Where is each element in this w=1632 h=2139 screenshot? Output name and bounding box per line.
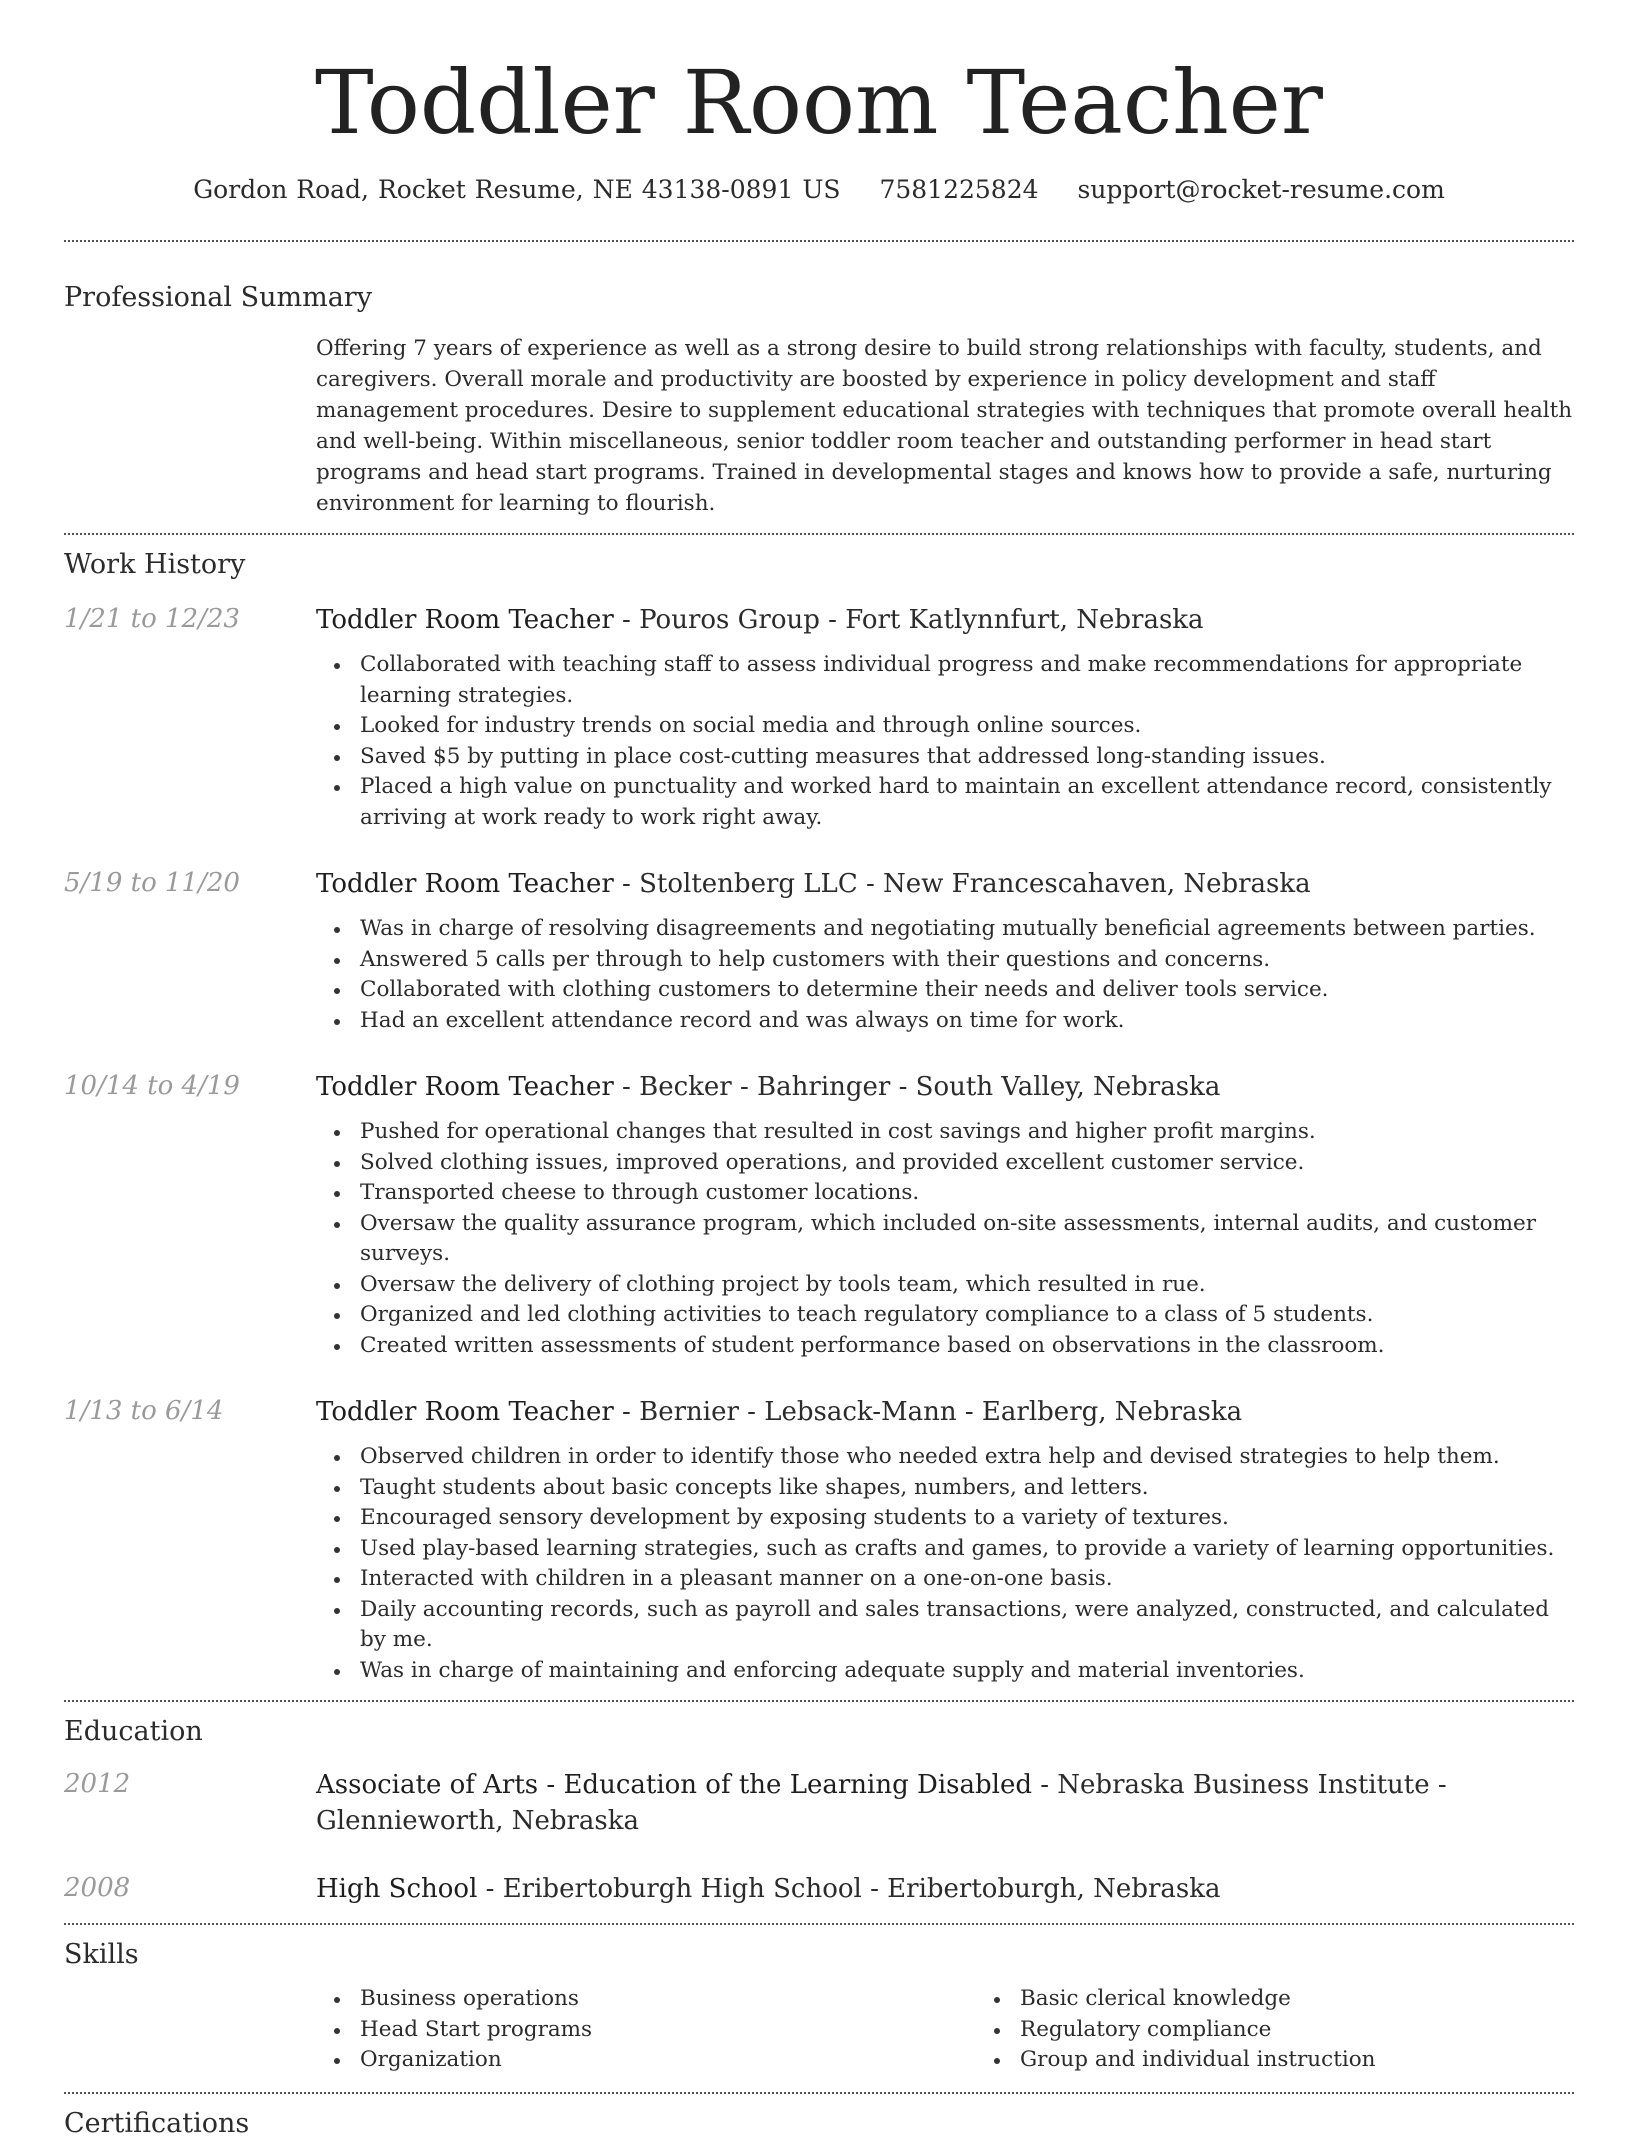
divider (64, 1700, 1574, 1702)
list-item: Observed children in order to identify those who needed extra help and devised strategies to help them. (360, 1442, 1574, 1473)
job-title (316, 602, 1574, 638)
job-employer: - Pouros Group - Fort Katlynnfurt, Nebraska (613, 605, 1204, 636)
education-entry (64, 1767, 1574, 1839)
list-item: Collaborated with teaching staff to assess individual progress and make recommendations for appropriate learning strategies. (360, 650, 1574, 711)
job-role: Toddler Room Teacher (316, 1072, 614, 1103)
resume-page (64, 0, 1574, 2137)
education-degree: Associate of Arts - Education of the Learning Disabled (316, 1770, 1032, 1801)
contact-phone: 7581225824 (879, 175, 1039, 205)
section-heading-summary: Professional Summary (64, 282, 372, 314)
education-school: - Nebraska Business Institute - Glennieworth, Nebraska (316, 1770, 1447, 1837)
divider (64, 2092, 1574, 2094)
section-heading-work-history: Work History (64, 549, 246, 581)
job-entry (64, 1069, 1574, 1361)
section-heading-certifications: Certifications (64, 2107, 250, 2139)
job-entry (64, 1394, 1574, 1686)
job-title (316, 1069, 1574, 1105)
skill-item: Organization (360, 2045, 976, 2076)
list-item: Organized and led clothing activities to teach regulatory compliance to a class of 5 students. (360, 1300, 1574, 1331)
education-school: - Eribertoburgh High School - Eribertoburgh, Nebraska (477, 1874, 1221, 1905)
list-item: Had an excellent attendance record and was always on time for work. (360, 1006, 1574, 1037)
divider (64, 240, 1574, 242)
job-dates: 1/21 to 12/23 (64, 604, 240, 635)
skills-list-left (316, 1984, 976, 2076)
list-item: Collaborated with clothing customers to determine their needs and deliver tools service. (360, 975, 1574, 1006)
education-year: 2008 (64, 1873, 131, 1904)
job-dates: 10/14 to 4/19 (64, 1071, 240, 1102)
list-item: Pushed for operational changes that resulted in cost savings and higher profit margins. (360, 1117, 1574, 1148)
divider (64, 533, 1574, 535)
job-title (316, 1394, 1574, 1430)
list-item: Was in charge of maintaining and enforcing adequate supply and material inventories. (360, 1656, 1574, 1687)
job-bullets (316, 650, 1574, 833)
job-role: Toddler Room Teacher (316, 605, 614, 636)
list-item: Encouraged sensory development by exposing students to a variety of textures. (360, 1503, 1574, 1534)
job-bullets (316, 1117, 1574, 1361)
job-role: Toddler Room Teacher (316, 1397, 614, 1428)
divider (64, 1923, 1574, 1925)
skill-item: Head Start programs (360, 2015, 976, 2046)
list-item: Answered 5 calls per through to help customers with their questions and concerns. (360, 945, 1574, 976)
summary-text: Offering 7 years of experience as well as a strong desire to build strong relationships with faculty, students, and caregivers. Overall morale and productivity are boosted by experience in policy development and staff management procedures. Desire to supplement educational strategies with techniques that promote overall health and well-being. Within miscellaneous, senior toddler room teacher and outstanding performer in head start programs and head start programs. Trained in developmental stages and knows how to provide a safe, nurturing environment for learning to flourish. (316, 336, 1573, 517)
job-bullets (316, 1442, 1574, 1686)
list-item: Was in charge of resolving disagreements and negotiating mutually beneficial agreements between parties. (360, 914, 1574, 945)
list-item: Oversaw the quality assurance program, which included on-site assessments, internal audits, and customer surveys. (360, 1209, 1574, 1270)
skills-columns (316, 1984, 1632, 2076)
skills-list-right (976, 1984, 1632, 2076)
job-title (316, 866, 1574, 902)
job-dates: 5/19 to 11/20 (64, 868, 240, 899)
contact-address: Gordon Road, Rocket Resume, NE 43138-0891 US (193, 175, 841, 205)
skill-item: Group and individual instruction (1020, 2045, 1632, 2076)
education-year: 2012 (64, 1769, 131, 1800)
job-dates: 1/13 to 6/14 (64, 1396, 224, 1427)
section-heading-education: Education (64, 1716, 203, 1748)
job-employer: - Bernier - Lebsack-Mann - Earlberg, Nebraska (613, 1397, 1243, 1428)
education-degree: High School (316, 1874, 478, 1905)
list-item: Used play-based learning strategies, such as crafts and games, to provide a variety of learning opportunities. (360, 1534, 1574, 1565)
list-item: Saved $5 by putting in place cost-cutting measures that addressed long-standing issues. (360, 742, 1574, 773)
education-detail (316, 1871, 1574, 1907)
skills-row (64, 1984, 1574, 2076)
section-heading-skills: Skills (64, 1939, 139, 1971)
job-employer: - Stoltenberg LLC - New Francescahaven, Nebraska (613, 869, 1311, 900)
education-detail (316, 1767, 1574, 1839)
job-entry (64, 602, 1574, 833)
skill-item: Regulatory compliance (1020, 2015, 1632, 2046)
contact-email: support@rocket-resume.com (1077, 175, 1445, 205)
list-item: Created written assessments of student performance based on observations in the classroom. (360, 1331, 1574, 1362)
job-role: Toddler Room Teacher (316, 869, 614, 900)
resume-title: Toddler Room Teacher (315, 51, 1323, 154)
summary-row (64, 333, 1574, 519)
job-bullets (316, 914, 1574, 1036)
list-item: Taught students about basic concepts like shapes, numbers, and letters. (360, 1473, 1574, 1504)
contact-line (64, 175, 1574, 204)
skill-item: Basic clerical knowledge (1020, 1984, 1632, 2015)
job-employer: - Becker - Bahringer - South Valley, Nebraska (613, 1072, 1221, 1103)
list-item: Transported cheese to through customer locations. (360, 1178, 1574, 1209)
list-item: Oversaw the delivery of clothing project by tools team, which resulted in rue. (360, 1270, 1574, 1301)
list-item: Daily accounting records, such as payroll and sales transactions, were analyzed, constructed, and calculated by me. (360, 1595, 1574, 1656)
skill-item: Business operations (360, 1984, 976, 2015)
list-item: Looked for industry trends on social media and through online sources. (360, 711, 1574, 742)
education-entry (64, 1871, 1574, 1907)
job-entry (64, 866, 1574, 1036)
list-item: Interacted with children in a pleasant manner on a one-on-one basis. (360, 1564, 1574, 1595)
list-item: Solved clothing issues, improved operations, and provided excellent customer service. (360, 1148, 1574, 1179)
list-item: Placed a high value on punctuality and worked hard to maintain an excellent attendance record, consistently arriving at work ready to work right away. (360, 772, 1574, 833)
